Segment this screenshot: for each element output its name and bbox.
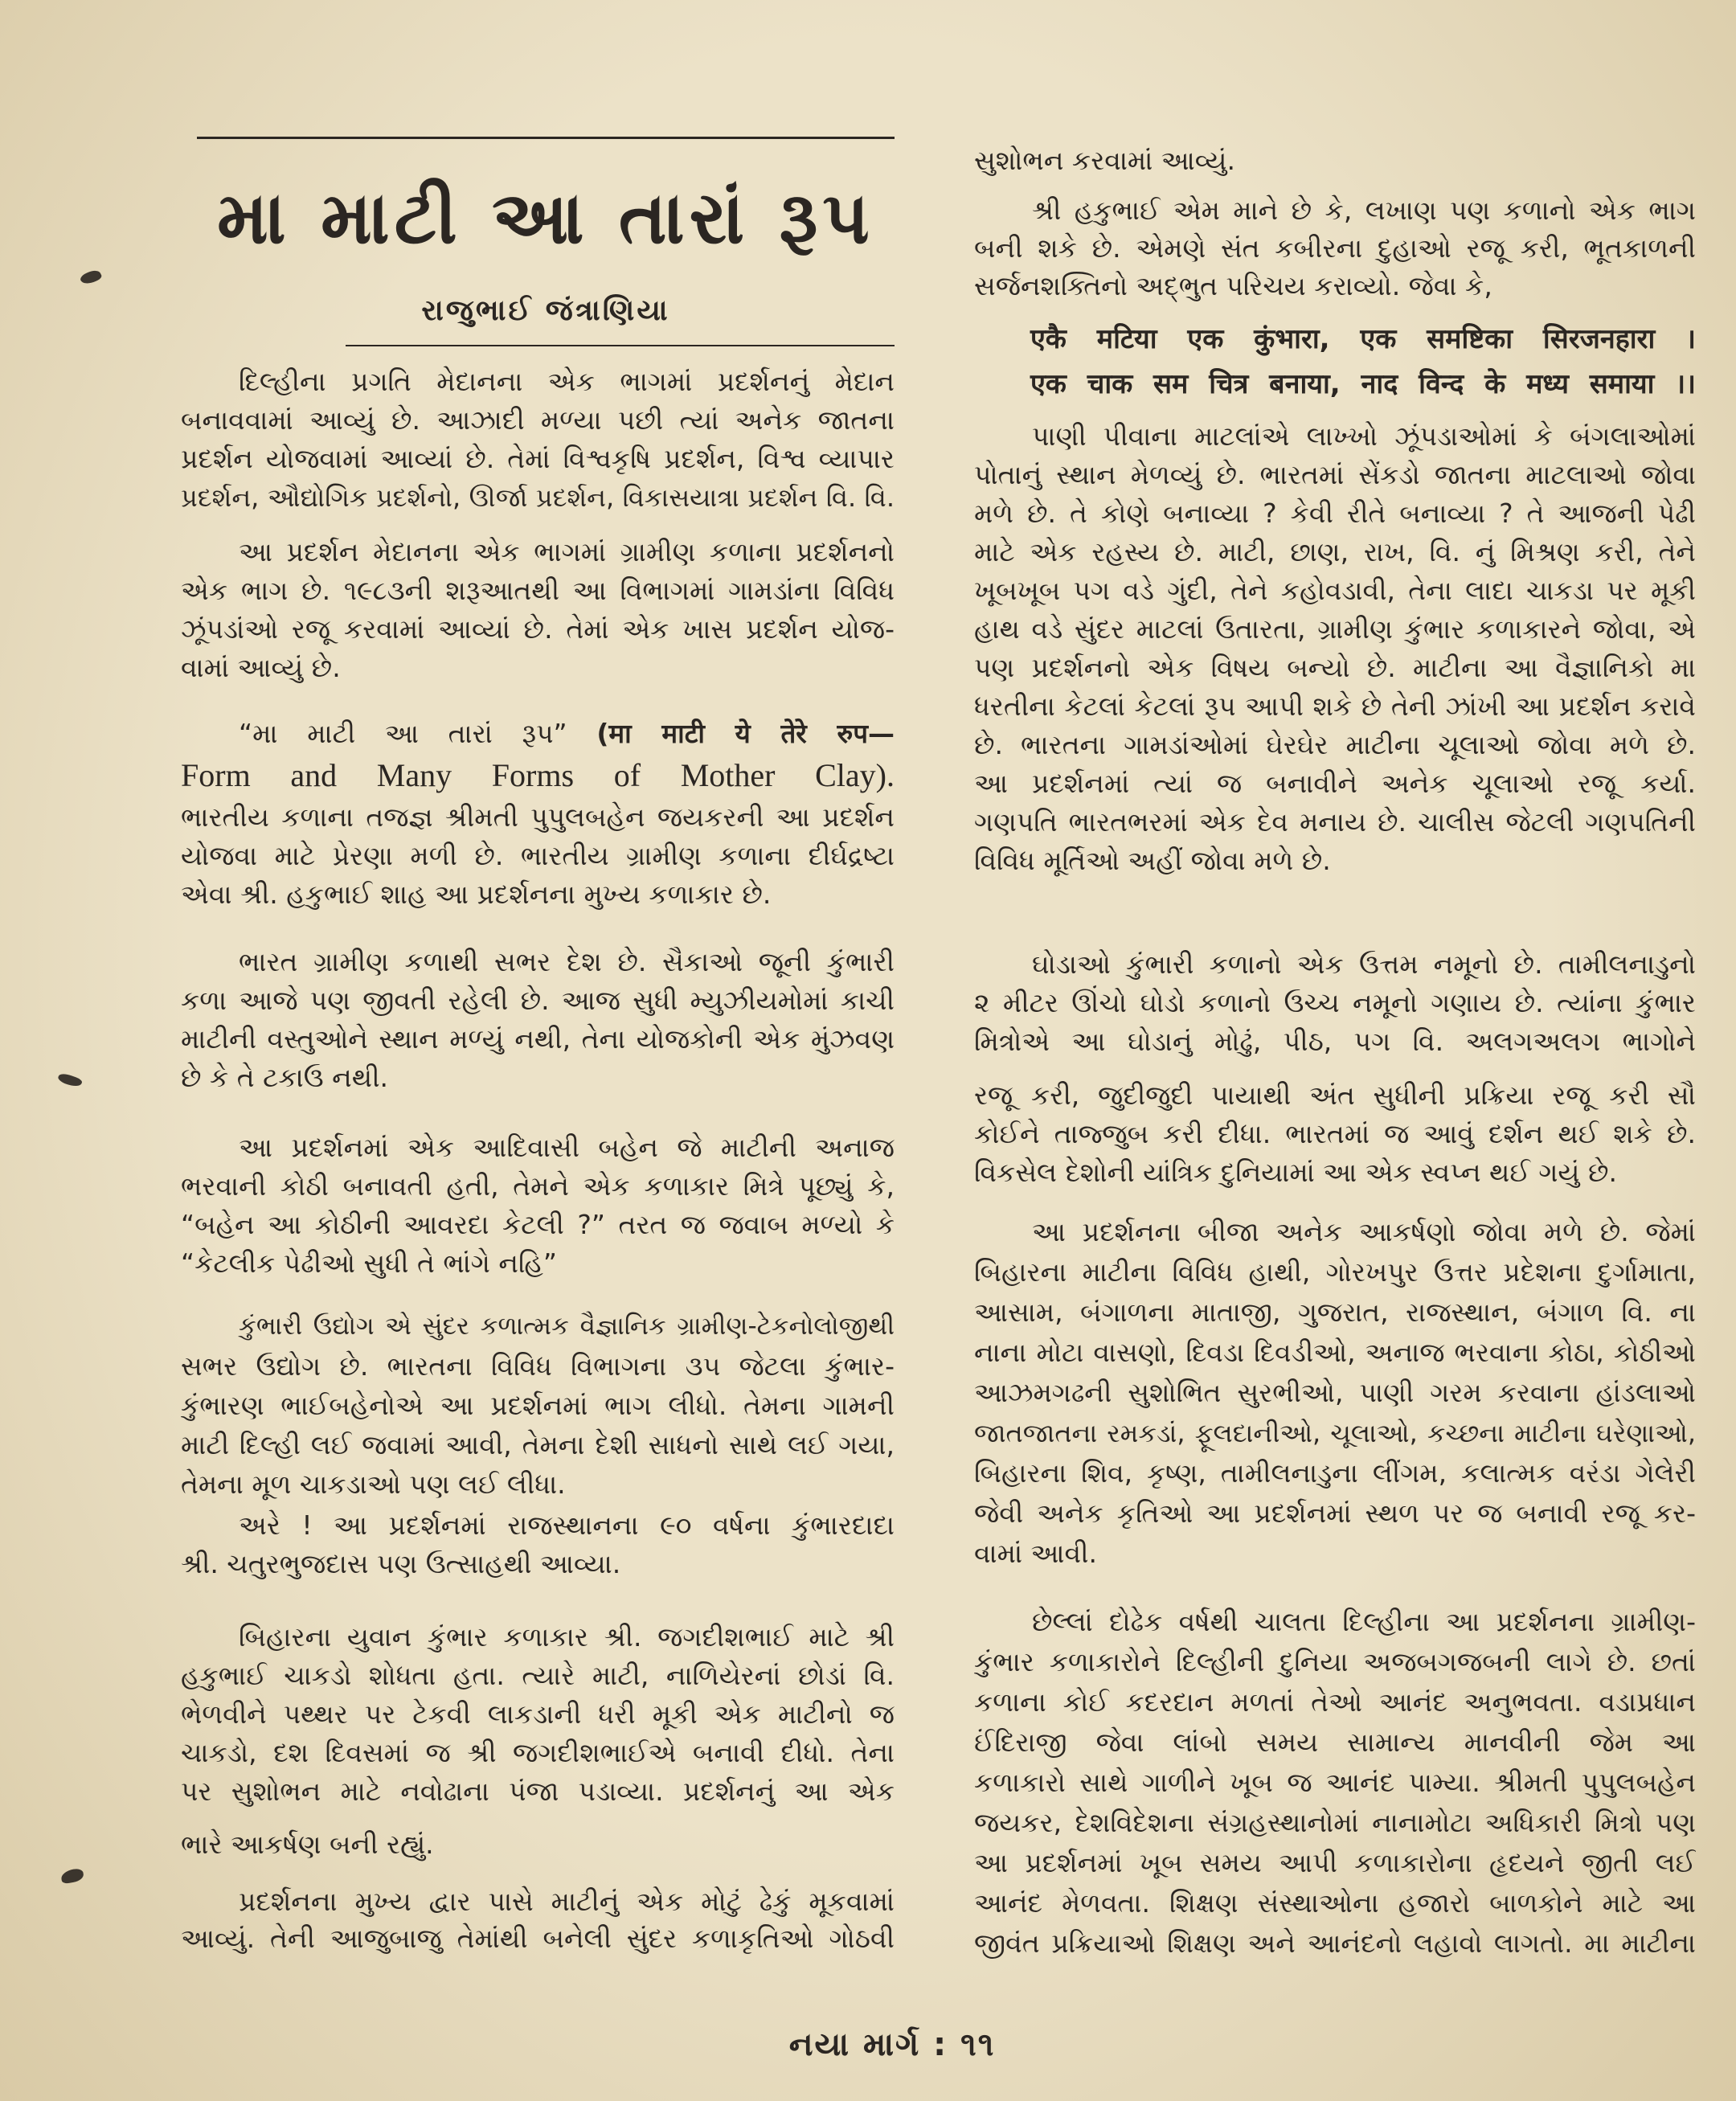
- paragraph: [181, 1883, 895, 1957]
- text-line: શ્રી હકુભાઈ એમ માને છે કે, લખાણ પણ કળાનો એક ભાગ: [1032, 195, 1696, 226]
- text-line: અરે ! આ પ્રદર્શનમાં રાજસ્થાનના ૯૦ વર્ષના કુંભારદાદા: [239, 1509, 895, 1541]
- text-line: વિકસેલ દેશોની યાંત્રિક દુનિયામાં આ એક સ્વપ્ન થઈ ગયું છે.: [974, 1157, 1617, 1188]
- text-line: સર્જનશક્તિનો અદ્ભુત પરિચય કરાવ્યો. જેવા કે,: [974, 270, 1492, 301]
- text-line: “કેટલીક પેઢીઓ સુધી તે ભાંગે નહિ”: [181, 1247, 557, 1279]
- text-line: આ પ્રદર્શનમાં ખૂબ સમય આપી કળાકારોના હૃદયને જીતી લઈ: [974, 1847, 1696, 1878]
- text-line: આ પ્રદર્શન મેદાનના એક ભાગમાં ગ્રામીણ કળાના પ્રદર્શનનો: [239, 536, 895, 567]
- text-line: માટીની વસ્તુઓને સ્થાન મળ્યું નથી, તેના યોજકોની એક મુંઝવણ: [181, 1023, 895, 1055]
- scan-artifact: [60, 1868, 84, 1885]
- text-line: બનાવવામાં આવ્યું છે. આઝાદી મળ્યા પછી ત્યાં અનેક જાતના: [181, 404, 895, 436]
- text-line: પોતાનું સ્થાન મેળવ્યું છે. ભારતમાં સેંકડો જાતના માટલાઓ જોવા: [974, 459, 1696, 490]
- text-line: રજૂ કરી, જુદીજુદી પાયાથી અંત સુધીની પ્રક્રિયા રજૂ કરી સૌ: [974, 1079, 1696, 1111]
- text-line: પ્રદર્શનના મુખ્ય દ્વાર પાસે માટીનું એક મોટું ઢેકું મૂકવામાં: [239, 1886, 895, 1917]
- paragraph: [974, 1602, 1696, 1964]
- text-line: ભારત ગ્રામીણ કળાથી સભર દેશ છે. સૈકાઓ જૂની કુંભારી: [239, 946, 895, 977]
- text-line: છે કે તે ટકાઉ નથી.: [181, 1062, 389, 1093]
- text-line: ખૂબખૂબ પગ વડે ગુંદી, તેને કહોવડાવી, તેના લાદા ચાકડા પર મૂકી: [974, 575, 1696, 606]
- text-line: કુંભારી ઉદ્યોગ એ સુંદર કળાત્મક વૈજ્ઞાનિક ગ્રામીણ-ટેકનોલોજીથી: [239, 1312, 895, 1341]
- page-footer: [707, 2022, 1077, 2067]
- text-line: બિહારના યુવાન કુંભાર કળાકાર શ્રી. જગદીશભાઈ માટે શ્રી: [239, 1621, 895, 1653]
- text-line: માટી દિલ્હી લઈ જવામાં આવી, તેમના દેશી સાધનો સાથે લઈ ગયા,: [181, 1429, 895, 1460]
- scan-artifact: [57, 1071, 83, 1089]
- article-title: મા માટી આ તારાં રૂપ: [217, 176, 874, 260]
- paragraph: [974, 191, 1696, 305]
- kabir-couplet: [974, 317, 1696, 407]
- text-line: યોજવા માટે પ્રેરણા મળી છે. ભારતીય ગ્રામીણ કળાના દીર્ઘદ્રષ્ટા: [181, 840, 895, 871]
- text-line: ૨ મીટર ઊંચો ઘોડો કળાનો ઉચ્ચ નમૂનો ગણાય છે. ત્યાંના કુંભાર: [974, 987, 1696, 1018]
- paragraph: [181, 533, 895, 687]
- left-column: [181, 0, 895, 2009]
- text-line: [181, 715, 895, 753]
- text-line: હકુભાઈ ચાકડો શોધતા હતા. ત્યારે માટી, નાળિયેરનાં છોડાં વિ.: [181, 1660, 895, 1691]
- text-line: મિત્રોએ આ ઘોડાનું મોઢું, પીઠ, પગ વિ. અલગઅલગ ભાગોને: [974, 1026, 1696, 1057]
- text-line: ભારે આકર્ષણ બની રહ્યું.: [181, 1829, 434, 1860]
- text-line: ચાકડો, દશ દિવસમાં જ શ્રી જગદીશભાઈએ બનાવી દીધો. તેના: [181, 1737, 895, 1768]
- text-line: માટે એક રહસ્ય છે. માટી, છાણ, રાખ, વિ. નું મિશ્રણ કરી, તેને: [974, 536, 1696, 567]
- text-line: કોઈને તાજ્જુબ કરી દીધા. ભારતમાં જ આવું દર્શન થઈ શકે છે.: [974, 1118, 1696, 1149]
- text-line: કળાના કોઈ કદરદાન મળતાં તેઓ આનંદ અનુભવતા. વડાપ્રધાન: [974, 1686, 1696, 1718]
- paragraph: [181, 1307, 895, 1504]
- text-line: સુશોભન કરવામાં આવ્યું.: [974, 145, 1235, 176]
- text-line: જયકર, દેશવિદેશના સંગ્રહસ્થાનોમાં નાનામોટા અધિકારી મિત્રો પણ: [974, 1807, 1696, 1838]
- exhibition-title-hindi: (मा माटी ये तेरे रुप—: [596, 718, 895, 749]
- text-line: આનંદ મેળવતા. શિક્ષણ સંસ્થાઓના હજારો બાળકોને માટે આ: [974, 1887, 1696, 1919]
- text-line: આસામ, બંગાળના માતાજી, ગુજરાત, રાજસ્થાન, બંગાળ વિ. ના: [974, 1296, 1696, 1328]
- couplet-line: एकै मटिया एक कुंभारा, एक समष्टिका सिरजनहारा ।: [1030, 323, 1696, 355]
- paragraph: [181, 1618, 895, 1864]
- text-line: વામાં આવ્યું છે.: [181, 652, 341, 683]
- text-line: ઘોડાઓ કુંભારી કળાનો એક ઉત્તમ નમૂનો છે. તામીલનાડુનો: [1032, 948, 1696, 980]
- text-line: છેલ્લાં દોઢેક વર્ષથી ચાલતા દિલ્હીના આ પ્રદર્શનના ગ્રામીણ-: [1032, 1606, 1696, 1637]
- text-line: ભેળવીને પથ્થર પર ટેકવી લાકડાની ધરી મૂકી એક માટીનો જ: [181, 1698, 895, 1730]
- text-line: ગણપતિ ભારતભરમાં એક દેવ મનાય છે. ચાલીસ જેટલી ગણપતિની: [974, 806, 1696, 838]
- right-column: [974, 0, 1696, 2009]
- text-line: કુંભાર કળાકારોને દિલ્હીની દુનિયા અજબગજબની લાગે છે. છતાં: [974, 1646, 1696, 1677]
- text-line: છે. ભારતના ગામડાંઓમાં ઘેરઘેર માટીના ચૂલાઓ જોવા મળે છે.: [974, 729, 1696, 760]
- text-line: પણ પ્રદર્શનનો એક વિષય બન્યો છે. માટીના આ વૈજ્ઞાનિકો મા: [974, 652, 1696, 683]
- text-line: આ પ્રદર્શનમાં ત્યાં જ બનાવીને અનેક ચૂલાઓ રજૂ કર્યા.: [974, 768, 1696, 799]
- scan-artifact: [79, 268, 102, 287]
- text-line: એવા શ્રી. હકુભાઈ શાહ આ પ્રદર્શનના મુખ્ય કળાકાર છે.: [181, 878, 772, 910]
- text-line: કળાકારો સાથે ગાળીને ખૂબ જ આનંદ પામ્યા. શ્રીમતી પુપુલબહેન: [974, 1767, 1696, 1798]
- text-line: આ પ્રદર્શનમાં એક આદિવાસી બહેન જે માટીની અનાજ: [239, 1132, 895, 1163]
- text-line: એક ભાગ છે. ૧૯૮૩ની શરૂઆતથી આ વિભાગમાં ગામડાંના વિવિધ: [181, 575, 895, 606]
- text-line: પ્રદર્શન, ઔદ્યોગિક પ્રદર્શનો, ઊર્જા પ્રદર્શન, વિકાસયાત્રા પ્રદર્શન વિ. વિ.: [181, 482, 895, 513]
- text-line: “બહેન આ કોઠીની આવરદા કેટલી ?” તરત જ જવાબ મળ્યો કે: [181, 1209, 895, 1240]
- footer-magazine-name: નયા માર્ગ: [788, 2026, 921, 2063]
- text-line: આવ્યું. તેની આજુબાજુ તેમાંથી બનેલી સુંદર કળાકૃતિઓ ગોઠવી: [181, 1923, 895, 1954]
- page-number: ૧૧: [960, 2026, 996, 2063]
- text-line: બિહારના માટીના વિવિધ હાથી, ગોરખપુર ઉત્તર પ્રદેશના દુર્ગામાતા,: [974, 1256, 1696, 1288]
- text-line: જેવી અનેક કૃતિઓ આ પ્રદર્શનમાં સ્થળ પર જ બનાવી રજૂ કર-: [974, 1497, 1696, 1529]
- author-byline: રાજુભાઈ જંત્રાણિયા: [421, 294, 670, 327]
- text-line: સભર ઉદ્યોગ છે. ભારતના વિવિધ વિભાગના ૩૫ જેટલા કુંભાર-: [181, 1350, 895, 1382]
- text-line: ભારતીય કળાના તજજ્ઞ શ્રીમતી પુપુલબહેન જયકરની આ પ્રદર્શન: [181, 801, 895, 833]
- text-line: હાથ વડે સુંદર માટલાં ઉતારતા, ગ્રામીણ કુંભાર કળાકારને જોવા, એ: [974, 613, 1696, 645]
- paragraph: [181, 362, 895, 517]
- paragraph: [181, 715, 895, 914]
- couplet-line: एक चाक सम चित्र बनाया, नाद विन्द के मध्य समाया ।।: [1030, 368, 1696, 400]
- paragraph: [974, 417, 1696, 880]
- text-line: પાણી પીવાના માટલાંએ લાખ્ખો ઝૂંપડાઓમાં કે બંગલાઓમાં: [1032, 420, 1696, 452]
- text-line: ઝૂંપડાંઓ રજૂ કરવામાં આવ્યાં છે. તેમાં એક ખાસ પ્રદર્શન યોજ-: [181, 613, 895, 645]
- text-line: વિવિધ મૂર્તિઓ અહીં જોવા મળે છે.: [974, 845, 1331, 876]
- text-line: ઈંદિરાજી જેવા લાંબો સમય સામાન્ય માનવીની જેમ આ: [974, 1726, 1696, 1758]
- text-line: જીવંત પ્રક્રિયાઓ શિક્ષણ અને આનંદનો લહાવો લાગતો. મા માટીના: [974, 1927, 1696, 1959]
- text-line: કળા આજે પણ જીવતી રહેલી છે. આજ સુધી મ્યુઝીયમોમાં કાચી: [181, 985, 895, 1016]
- text-line: આ પ્રદર્શનના બીજા અનેક આકર્ષણો જોવા મળે છે. જેમાં: [1032, 1216, 1696, 1247]
- text-line: કુંભારણ ભાઈબહેનોએ આ પ્રદર્શનમાં ભાગ લીધો. તેમના ગામની: [181, 1390, 895, 1421]
- text-line: નાના મોટા વાસણો, દિવડા દિવડીઓ, અનાજ ભરવાના કોઠા, કોઠીઓ: [974, 1337, 1696, 1368]
- text-line: પર સુશોભન માટે નવોઢાના પંજા પડાવ્યા. પ્રદર્શનનું આ એક: [181, 1775, 895, 1807]
- text-line: તેમના મૂળ ચાકડાઓ પણ લઈ લીધા.: [181, 1468, 566, 1500]
- paragraph: [974, 1212, 1696, 1574]
- paragraph: [974, 141, 1696, 180]
- text-line: મળે છે. તે કોણે બનાવ્યા ? કેવી રીતે બનાવ્યા ? તે આજની પેઢી: [974, 498, 1696, 529]
- text-line: બની શકે છે. એમણે સંત કબીરના દુહાઓ રજૂ કરી, ભૂતકાળની: [974, 232, 1696, 264]
- exhibition-title-quote: “મા માટી આ તારાં રૂપ”: [239, 718, 567, 749]
- text-line: આઝમગઢની સુશોભિત સુરભીઓ, પાણી ગરમ કરવાના હાંડલાઓ: [974, 1377, 1696, 1408]
- paragraph: [181, 943, 895, 1097]
- text-line: દિલ્હીના પ્રગતિ મેદાનના એક ભાગમાં પ્રદર્શનનું મેદાન: [239, 366, 895, 397]
- text-line: ભરવાની કોઠી બનાવતી હતી, તેમને એક કળાકાર મિત્રે પૂછ્યું કે,: [181, 1170, 895, 1202]
- text-line: ધરતીના કેટલાં કેટલાં રૂપ આપી શકે છે તેની ઝાંખી આ પ્રદર્શન કરાવે: [974, 690, 1696, 722]
- text-line: વામાં આવી.: [974, 1538, 1097, 1569]
- text-line: જાતજાતના રમકડાં, ફૂલદાનીઓ, ચૂલાઓ, કચ્છના માટીના ઘરેણાઓ,: [974, 1418, 1696, 1448]
- footer-separator: :: [933, 2026, 948, 2063]
- paragraph: [181, 1506, 895, 1583]
- text-line: પ્રદર્શન યોજવામાં આવ્યાં છે. તેમાં વિશ્વકૃષિ પ્રદર્શન, વિશ્વ વ્યાપાર: [181, 443, 895, 474]
- paragraph: [974, 945, 1696, 1192]
- text-line: શ્રી. ચતુરભુજદાસ પણ ઉત્સાહથી આવ્યા.: [181, 1548, 621, 1579]
- paragraph: [181, 1128, 895, 1283]
- text-line: બિહારના શિવ, કૃષ્ણ, તામીલનાડુના લીંગમ, કલાત્મક વરંડા ગેલેરી: [974, 1457, 1696, 1489]
- exhibition-title-english: Form and Many Forms of Mother Clay).: [181, 757, 895, 793]
